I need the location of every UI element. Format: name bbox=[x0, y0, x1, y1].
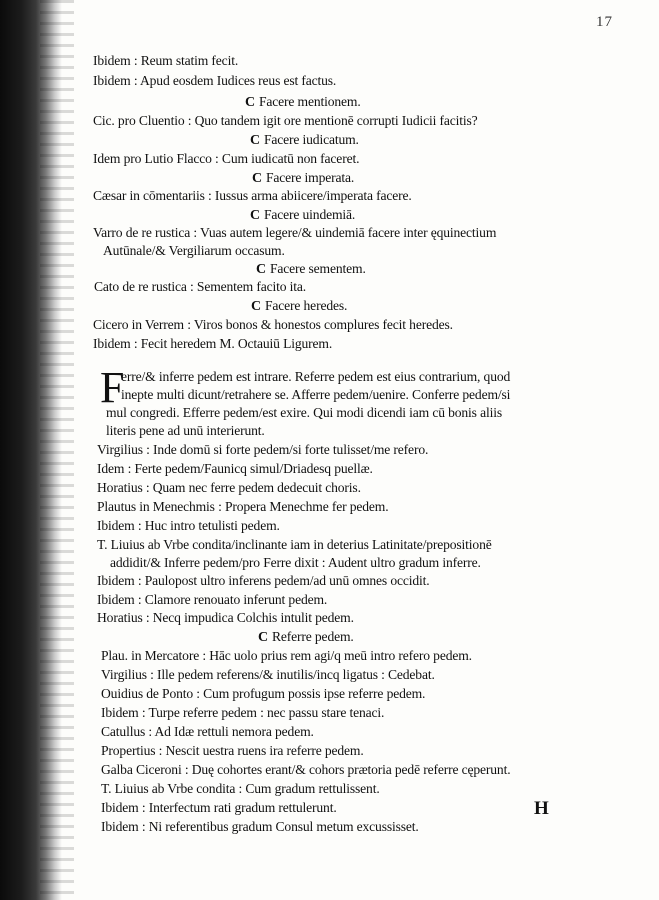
pilcrow-icon: C bbox=[245, 95, 255, 110]
text-line: Plau. in Mercatore : Hāc uolo prius rem agi/q meū intro refero pedem. bbox=[101, 648, 472, 663]
text-line: inepte multi dicunt/retrahere se. Afferre pedem/uenire. Conferre pedem/si bbox=[121, 387, 511, 402]
text-line: Idem pro Lutio Flacco : Cum iudicatū non faceret. bbox=[93, 151, 360, 166]
text-line: Horatius : Quam nec ferre pedem dedecuit choris. bbox=[97, 480, 361, 495]
pilcrow-icon: C bbox=[251, 299, 261, 314]
text-line: Ibidem : Ni referentibus gradum Consul metum excussisset. bbox=[101, 819, 419, 834]
text-line: Ibidem : Huc intro tetulisti pedem. bbox=[97, 518, 280, 533]
text-line: Propertius : Nescit uestra ruens ira referre pedem. bbox=[101, 743, 364, 758]
signature-mark: H bbox=[534, 798, 549, 819]
text-line: Cic. pro Cluentio : Quo tandem igit ore mentionē corrupti Iudicii facitis? bbox=[93, 113, 478, 128]
text-line: Catullus : Ad Idæ rettuli nemora pedem. bbox=[101, 724, 314, 739]
text-line: T. Liuius ab Vrbe condita : Cum gradum rettulissent. bbox=[101, 781, 380, 796]
text-line: Plautus in Menechmis : Propera Menechme fer pedem. bbox=[97, 499, 389, 514]
text-line: Ouidius de Ponto : Cum profugum possis ipse referre pedem. bbox=[101, 686, 426, 701]
text-line: Horatius : Necq impudica Colchis intulit pedem. bbox=[97, 610, 354, 625]
subheading: C Facere sementem. bbox=[256, 261, 366, 277]
text-line: Cæsar in cōmentariis : Iussus arma abiicere/imperata facere. bbox=[93, 188, 412, 203]
subheading: C Facere iudicatum. bbox=[250, 132, 359, 148]
page-folio-number: 17 bbox=[596, 14, 613, 30]
text-line: Virgilius : Inde domū si forte pedem/si forte tulisset/me refero. bbox=[97, 442, 429, 457]
pilcrow-icon: C bbox=[250, 133, 260, 148]
text-line: Ibidem : Turpe referre pedem : nec passu stare tenaci. bbox=[101, 705, 385, 720]
subheading: C Facere imperata. bbox=[252, 170, 355, 186]
text-line: Idem : Ferte pedem/Faunicq simul/Driadesq puellæ. bbox=[97, 461, 373, 476]
text-line: erre/& inferre pedem est intrare. Referre pedem est eius contrarium, quod bbox=[121, 369, 511, 384]
text-line: T. Liuius ab Vrbe condita/inclinante iam in deterius Latinitate/prepositionē bbox=[97, 537, 492, 552]
pilcrow-icon: C bbox=[252, 171, 262, 186]
pilcrow-icon: C bbox=[258, 630, 268, 645]
decorated-initial: F bbox=[100, 363, 125, 412]
text-line: Ibidem : Reum statim fecit. bbox=[93, 53, 239, 68]
subheading: C Facere uindemiā. bbox=[250, 207, 356, 223]
text-line: Ibidem : Apud eosdem Iudices reus est factus. bbox=[93, 73, 337, 88]
pilcrow-icon: C bbox=[256, 262, 266, 277]
text-line: Ibidem : Paulopost ultro inferens pedem/ad unū omnes occidit. bbox=[97, 573, 430, 588]
subheading: C Referre pedem. bbox=[258, 629, 354, 645]
subheading: C Facere heredes. bbox=[251, 298, 348, 314]
text-line: Autūnale/& Vergiliarum occasum. bbox=[103, 243, 285, 258]
text-line: Varro de re rustica : Vuas autem legere/& uindemiā facere inter ęquinectium bbox=[93, 225, 497, 240]
text-line: Ibidem : Interfectum rati gradum rettulerunt. bbox=[101, 800, 337, 815]
text-line: addidit/& Inferre pedem/pro Ferre dixit : Audent ultro gradum inferre. bbox=[110, 555, 481, 570]
text-line: Ibidem : Fecit heredem M. Octauiū Ligurem. bbox=[93, 336, 333, 351]
pilcrow-icon: C bbox=[250, 208, 260, 223]
text-line: Galba Ciceroni : Duę cohortes erant/& cohors prætoria pedē referre cęperunt. bbox=[101, 762, 511, 777]
text-line: Cicero in Verrem : Viros bonos & honestos complures fecit heredes. bbox=[93, 317, 453, 332]
text-line: Cato de re rustica : Sementem facito ita. bbox=[94, 279, 307, 294]
text-line: Ibidem : Clamore renouato inferunt pedem. bbox=[97, 592, 328, 607]
text-line: literis pene ad unū interierunt. bbox=[106, 423, 265, 438]
subheading: C Facere mentionem. bbox=[245, 94, 361, 110]
text-line: mul congredi. Efferre pedem/est exire. Qui modi dicendi iam cū bonis aliis bbox=[106, 405, 502, 420]
text-line: Virgilius : Ille pedem referens/& inutilis/incq ligatus : Cedebat. bbox=[101, 667, 435, 682]
